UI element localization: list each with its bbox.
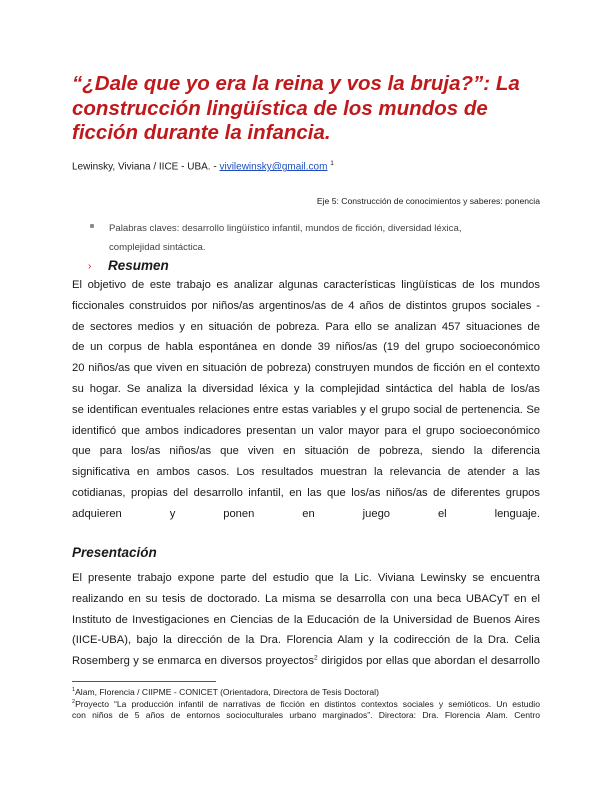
text-line: que para los/as niños/as que viven en situación de pobreza, siendo la diferencia [72, 445, 540, 458]
text-line: ficcionales construidos por niños/as argentinos/as de 4 años de distintos grupos sociales - [72, 299, 540, 312]
text-line: de un corpus de habla espontánea en donde 39 niños/as (19 del grupo socioeconómico [72, 341, 540, 354]
keywords-line: Palabras claves: desarrollo lingüístico infantil, mundos de ficción, diversidad léxica, [109, 223, 462, 234]
footnote-number: 1 [72, 687, 76, 693]
text-line: 20 niños/as que viven en situación de pobreza) construyen mundos de ficción en el contexto [72, 362, 540, 375]
chevron-right-icon: › [88, 261, 92, 272]
title-line: construcción lingüística de los mundos de [72, 96, 488, 120]
resumen-heading: Resumen [108, 258, 169, 273]
text-line: El objetivo de este trabajo es analizar algunas características lingüísticas de los mundos [72, 279, 540, 291]
author-line [72, 160, 334, 172]
presentacion-paragraph [72, 568, 540, 672]
text-line: identificó que ambos indicadores presentan un valor mayor para el grupo socioeconómico [72, 424, 540, 437]
footnote-line [72, 685, 540, 697]
text-line: de sectores medios y en situación de pobreza. Para ello se analizan 457 situaciones de [72, 320, 540, 333]
footnotes [72, 685, 540, 720]
text-line: cotidianas, propias del desarrollo infantil, en las que los/as niños/as de diferentes grupos [72, 486, 540, 499]
text-line: adquieren y ponen en juego el lenguaje. [72, 507, 540, 520]
text-fragment: dirigidos por ellas que abordan el desarrollo [321, 655, 540, 668]
footnote-number: 2 [72, 699, 76, 706]
bullet-icon [90, 224, 94, 228]
keywords [109, 219, 539, 257]
text-line: realizando en su tesis de doctorado. La misma se desarrolla con una beca UBACyT en el [72, 592, 540, 605]
text-line: El presente trabajo expone parte del estudio que la Lic. Viviana Lewinsky se encuentra [72, 572, 540, 584]
text-line: (IICE-UBA), bajo la dirección de la Dra. Florencia Alam y la codirección de la Dra. Celia [72, 634, 540, 647]
paper-title [72, 72, 542, 146]
footnote-separator [72, 681, 216, 682]
author-text: Lewinsky, Viviana / IICE - UBA. - [72, 161, 220, 173]
text-line: significativa en ambos casos. Los resultados muestran la relevancia de atender a las [72, 466, 540, 479]
author-email-link[interactable]: vivilewinsky@gmail.com [219, 161, 328, 173]
presentacion-heading: Presentación [72, 545, 157, 560]
title-line: ficción durante la infancia. [72, 121, 331, 144]
footnote-1 [72, 685, 540, 697]
title-line: “¿Dale que yo era la reina y vos la bruja?”: La [72, 72, 520, 95]
keywords-line: complejidad sintáctica. [109, 242, 206, 253]
footnote-text: Alam, Florencia / CIIPME - CONICET (Orientadora, Directora de Tesis Doctoral) [75, 686, 379, 697]
axis-label: Eje 5: Construcción de conocimientos y saberes: ponencia [316, 196, 540, 206]
footnote-ref-2[interactable]: 2 [313, 654, 318, 662]
footnote-text: Proyecto “La producción infantil de narrativas de ficción en distintos contextos sociales y semióticos. Un estudio [75, 699, 540, 710]
footnote-line [72, 697, 540, 709]
footnote-line: con niños de 5 años de entornos socioculturales urbano marginados”. Directora: Dra. Florencia Alam. Centro [72, 709, 540, 720]
footnote-2 [72, 697, 540, 720]
text-fragment: Rosemberg y se enmarca en diversos proyectos [72, 655, 314, 668]
text-line: se identifican eventuales relaciones entre estas variables y el grupo social de pertenencia. Se [72, 403, 540, 416]
text-line: su hogar. Se analiza la diversidad léxica y la complejidad sintáctica del habla de los/as [72, 382, 540, 395]
resumen-paragraph [72, 275, 540, 525]
text-line [72, 651, 540, 672]
text-line: Instituto de Investigaciones en Ciencias de la Educación de la Universidad de Buenos Aires [72, 613, 540, 626]
footnote-ref-1[interactable]: 1 [330, 160, 334, 167]
